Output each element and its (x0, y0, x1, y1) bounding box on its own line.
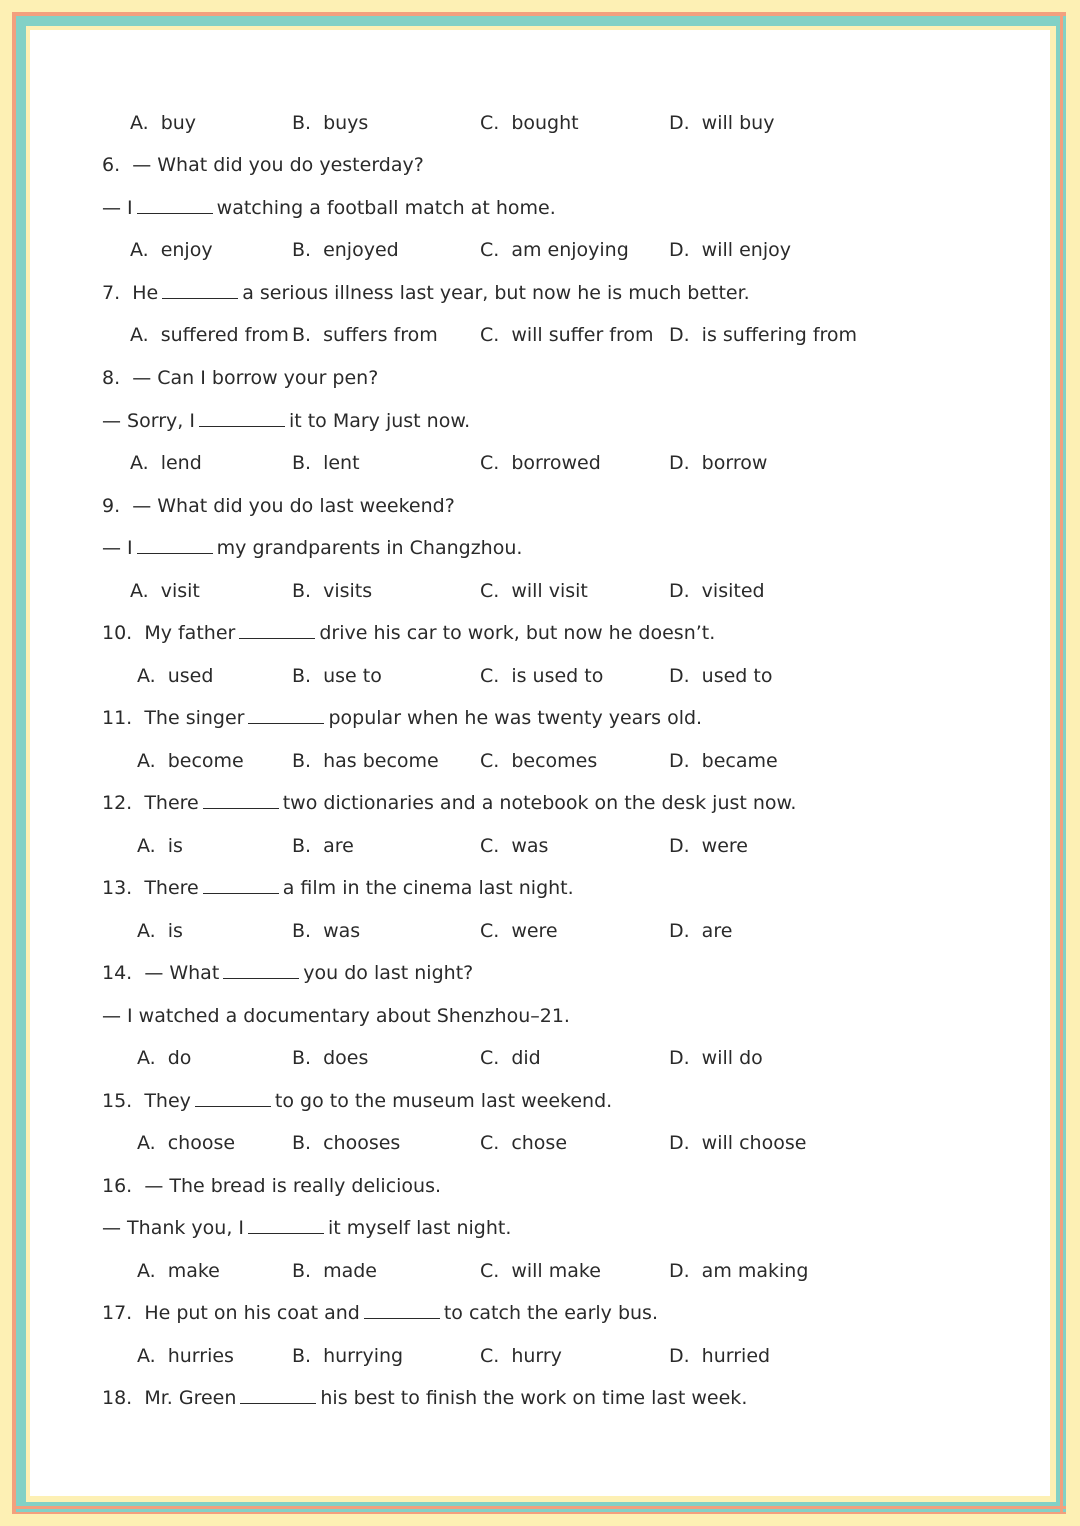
q17-option-a: A. hurries (137, 1345, 234, 1367)
answer-blank (240, 1385, 316, 1404)
q9-option-b: B. visits (292, 580, 373, 602)
q17-option-d: D. hurried (669, 1345, 771, 1367)
q16-option-a: A. make (137, 1260, 220, 1282)
q17-option-b: B. hurrying (292, 1345, 404, 1367)
q9-stem: 9. — What did you do last weekend? (102, 495, 455, 517)
q15-stem: 15. They to go to the museum last weekend. (102, 1090, 613, 1112)
q9-option-a: A. visit (130, 580, 200, 602)
q15-option-a: A. choose (137, 1132, 236, 1154)
answer-blank (248, 705, 324, 724)
q9-option-c: C. will visit (480, 580, 588, 602)
q14-option-c: C. did (480, 1047, 541, 1069)
answer-blank (137, 195, 213, 214)
q10-stem: 10. My father drive his car to work, but now he doesn’t. (102, 622, 716, 644)
q6-option-c: C. am enjoying (480, 239, 629, 261)
q6-option-d: D. will enjoy (669, 239, 791, 261)
answer-blank (162, 280, 238, 299)
q14-option-b: B. does (292, 1047, 369, 1069)
q7-stem: 7. He a serious illness last year, but now he is much better. (102, 282, 750, 304)
q10-option-d: D. used to (669, 665, 773, 687)
q13-stem: 13. There a film in the cinema last night. (102, 877, 574, 899)
q8-option-d: D. borrow (669, 452, 768, 474)
q9-option-d: D. visited (669, 580, 765, 602)
answer-blank (203, 790, 279, 809)
q13-option-b: B. was (292, 920, 361, 942)
q17-stem: 17. He put on his coat and to catch the early bus. (102, 1302, 658, 1324)
q6-option-b: B. enjoyed (292, 239, 399, 261)
q13-option-d: D. are (669, 920, 733, 942)
q10-option-b: B. use to (292, 665, 382, 687)
q7-option-a: A. suffered from (130, 324, 289, 346)
q6-option-a: A. enjoy (130, 239, 213, 261)
q16-stem: 16. — The bread is really delicious. (102, 1175, 442, 1197)
q7-option-d: D. is suffering from (669, 324, 858, 346)
q6-reply: — I watching a football match at home. (102, 197, 556, 219)
frame-bottom-accent (16, 1506, 1066, 1509)
q8-reply: — Sorry, I it to Mary just now. (102, 410, 471, 432)
q8-option-b: B. lent (292, 452, 360, 474)
answer-blank (203, 875, 279, 894)
q5-option-b: B. buys (292, 112, 369, 134)
q11-option-c: C. becomes (480, 750, 598, 772)
q12-option-d: D. were (669, 835, 748, 857)
q15-option-c: C. chose (480, 1132, 568, 1154)
q9-reply: — I my grandparents in Changzhou. (102, 537, 523, 559)
q10-option-a: A. used (137, 665, 214, 687)
q8-option-c: C. borrowed (480, 452, 601, 474)
q12-option-c: C. was (480, 835, 549, 857)
q16-option-d: D. am making (669, 1260, 809, 1282)
answer-blank (364, 1300, 440, 1319)
q14-option-d: D. will do (669, 1047, 763, 1069)
q12-stem: 12. There two dictionaries and a notebook on the desk just now. (102, 792, 797, 814)
q11-option-d: D. became (669, 750, 778, 772)
q5-option-c: C. bought (480, 112, 579, 134)
answer-blank (137, 535, 213, 554)
q7-option-c: C. will suffer from (480, 324, 654, 346)
q13-option-a: A. is (137, 920, 183, 942)
q7-option-b: B. suffers from (292, 324, 438, 346)
answer-blank (239, 620, 315, 639)
q14-stem: 14. — What you do last night? (102, 962, 474, 984)
worksheet-content (30, 30, 1050, 1496)
q16-reply: — Thank you, I it myself last night. (102, 1217, 512, 1239)
q13-option-c: C. were (480, 920, 558, 942)
answer-blank (248, 1215, 324, 1234)
q12-option-b: B. are (292, 835, 354, 857)
q11-stem: 11. The singer popular when he was twenty years old. (102, 707, 703, 729)
q5-option-d: D. will buy (669, 112, 775, 134)
q15-option-d: D. will choose (669, 1132, 807, 1154)
q5-option-a: A. buy (130, 112, 197, 134)
q16-option-c: C. will make (480, 1260, 601, 1282)
q8-option-a: A. lend (130, 452, 202, 474)
q11-option-a: A. become (137, 750, 244, 772)
q17-option-c: C. hurry (480, 1345, 562, 1367)
answer-blank (223, 960, 299, 979)
q16-option-b: B. made (292, 1260, 377, 1282)
q14-option-a: A. do (137, 1047, 192, 1069)
frame-right-accent (1060, 16, 1063, 1512)
q6-stem: 6. — What did you do yesterday? (102, 154, 424, 176)
q12-option-a: A. is (137, 835, 183, 857)
q15-option-b: B. chooses (292, 1132, 401, 1154)
answer-blank (199, 408, 285, 427)
q14-reply: — I watched a documentary about Shenzhou–21. (102, 1005, 570, 1027)
q11-option-b: B. has become (292, 750, 439, 772)
answer-blank (195, 1088, 271, 1107)
q18-stem: 18. Mr. Green his best to finish the work on time last week. (102, 1387, 748, 1409)
q10-option-c: C. is used to (480, 665, 604, 687)
q8-stem: 8. — Can I borrow your pen? (102, 367, 379, 389)
